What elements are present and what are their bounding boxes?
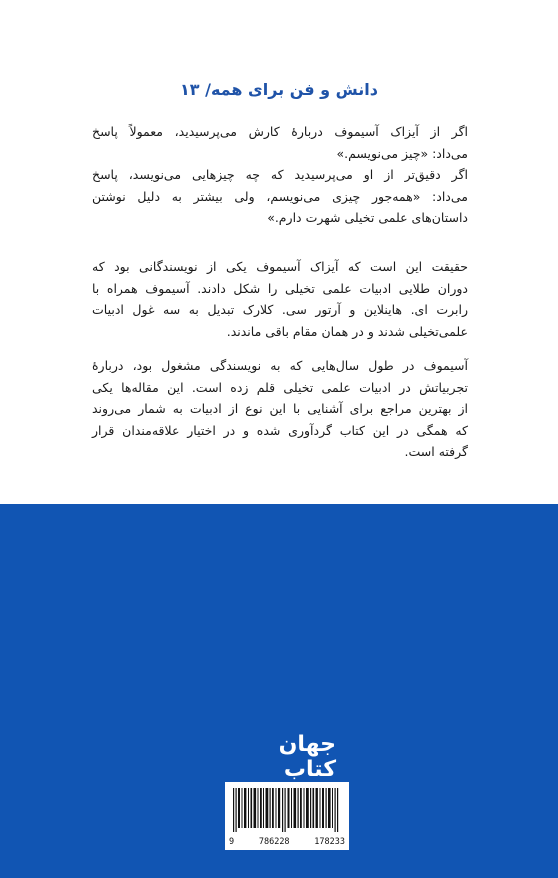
paragraph-line: اگر دقیق‌تر از او می‌پرسیدید که چه چیزهایی می‌نویسد، پاسخ — [92, 167, 468, 182]
paragraph-line: تجربیاتش در ادبیات علمی تخیلی قلم زده است. این مقاله‌ها یکی — [92, 379, 468, 395]
barcode-digit-group-1: 786228 — [258, 837, 290, 847]
paragraph-line: داستان‌های علمی‌ تخیلی شهرت دارم.» — [267, 210, 468, 225]
barcode-digits — [225, 837, 349, 847]
series-title: دانش و فن برای همه/ ۱۳ — [180, 80, 378, 99]
paragraph-line: که همگی در این کتاب گردآوری شده و در اختیار علاقه‌مندان قرار — [92, 422, 468, 438]
paragraph-line: حقیقت این است که آیزاک آسیموف یکی از نویسندگانی بود که — [92, 259, 468, 274]
blue-cover-band — [0, 504, 558, 878]
barcode-digit-group-2: 178233 — [314, 837, 345, 847]
barcode-digit-first: 9 — [229, 837, 235, 847]
publisher-logo — [222, 732, 336, 782]
paragraph-line: علمی‌تخیلی شدند و در همان مقام باقی ماندند. — [226, 323, 468, 339]
paragraph-line: می‌داد: «چیز می‌نویسم.» — [336, 145, 468, 161]
paragraph-line: گرفته است. — [404, 444, 468, 459]
paragraph-line: دوران طلایی ادبیات علمی تخیلی را شکل دادند. آسیموف همراه با — [92, 280, 468, 296]
paragraph-line: اگر از آیزاک آسیموف دربارهٔ کارش می‌پرسیدید، معمولاً پاسخ — [92, 124, 468, 139]
paragraph-line: رابرت ای. هاینلاین و آرتور سی. کلارک تبدیل به سه غول ادبیات — [92, 302, 468, 317]
paragraph-3 — [92, 355, 468, 463]
publisher-logo-text: جهان کتاب — [278, 732, 336, 782]
paragraph-line: آسیموف در طول سال‌هایی که به نویسندگی مشغول بود، دربارهٔ — [92, 358, 468, 373]
paragraph-line: از بهترین مراجع برای آشنایی با این نوع از ادبیات به شمار می‌روند — [92, 401, 468, 416]
paragraph-1 — [92, 121, 468, 229]
barcode-bars-icon — [231, 788, 343, 832]
paragraph-2 — [92, 256, 468, 342]
paragraph-line: می‌داد: «همه‌جور چیزی می‌نویسم، ولی بیشتر به دلیل نوشتن — [92, 188, 468, 204]
isbn-barcode — [225, 782, 349, 850]
